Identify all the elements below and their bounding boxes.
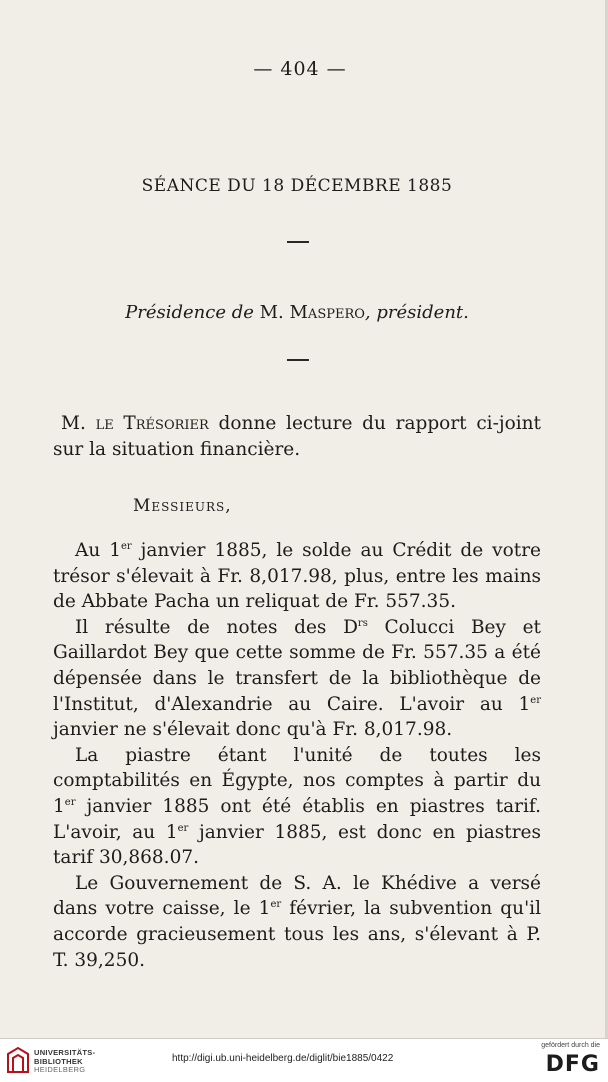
p3-sup1: er — [64, 796, 76, 808]
p3-b: janvier 1885 ont été établis en piastres tarif. L'avoir, au 1 — [53, 795, 541, 843]
library-line-1: UNIVERSITÄTS- — [34, 1048, 96, 1057]
p2-sup1: rs — [357, 617, 368, 629]
library-line-2: BIBLIOTHEK — [34, 1056, 83, 1066]
opening-m: M. — [61, 413, 86, 434]
viewer-footer — [0, 1038, 608, 1082]
session-title: SÉANCE DU 18 DÉCEMBRE 1885 — [141, 176, 453, 196]
p2-sup2: er — [530, 694, 541, 706]
presidency-suffix: , président. — [364, 302, 469, 323]
p4-a: Le Gouvernement de S. A. le Khédive a versé dans votre caisse, le 1 — [53, 872, 541, 920]
salutation: Messieurs, — [133, 496, 232, 516]
p4-b: février, la subvention qu'il accorde gracieusement tous les ans, s'élevant à P. T. 39,250. — [53, 898, 541, 971]
university-library-logo-icon — [6, 1046, 30, 1074]
page-number: — 404 — — [253, 58, 347, 80]
report-body — [53, 538, 541, 973]
opening-paragraph — [53, 411, 541, 462]
paragraph-3 — [53, 743, 541, 871]
opening-line2: sur la situation financière. — [53, 438, 301, 460]
separator-rule-2 — [287, 359, 309, 361]
p3-a: La piastre étant l'unité de toutes les comptabilités en Égypte, nos comptes à partir du 1 — [53, 744, 541, 817]
p3-sup2: er — [177, 822, 189, 834]
presidency-prefix: Présidence de — [125, 302, 254, 323]
library-name — [34, 1049, 95, 1075]
president-name: Maspero — [289, 302, 365, 323]
paragraph-1 — [53, 538, 541, 615]
p2-c: janvier ne s'élevait donc qu'à Fr. 8,017.98. — [53, 719, 453, 741]
paragraph-2 — [53, 615, 541, 743]
p1-b: janvier 1885, le solde au Crédit de votre trésor s'élevait à Fr. 8,017.98, plus, entre les mains de Abbate Pacha un reliquat de Fr. 557.35. — [53, 540, 541, 613]
p2-b: Colucci Bey et Gaillardot Bey que cette somme de Fr. 557.35 a été dépensée dans le transfert de la bibliothèque de l'Institut, d'Alexandrie au Caire. L'avoir au 1 — [53, 616, 541, 715]
presidency-line — [0, 302, 594, 323]
treasurer-label: le Trésorier — [95, 413, 209, 434]
presidency-m: M. — [259, 302, 284, 323]
funded-by-label: gefördert durch die — [541, 1042, 600, 1049]
separator-rule-1 — [287, 241, 309, 243]
p3-c: janvier 1885, est donc en piastres tarif 30,868.07. — [53, 821, 541, 869]
p2-a: Il résulte de notes des D — [75, 616, 358, 638]
opening-statement — [53, 411, 541, 462]
dfg-logo: DFG — [545, 1052, 600, 1077]
p4-sup: er — [270, 899, 282, 911]
permalink[interactable]: http://digi.ub.uni-heidelberg.de/diglit/bie1885/0422 — [172, 1053, 394, 1064]
paragraph-4 — [53, 871, 541, 973]
p1-a: Au 1 — [75, 540, 121, 561]
p1-sup: er — [121, 541, 132, 552]
library-line-3: HEIDELBERG — [34, 1065, 86, 1074]
opening-rest: donne lecture du rapport ci-joint — [208, 413, 541, 434]
